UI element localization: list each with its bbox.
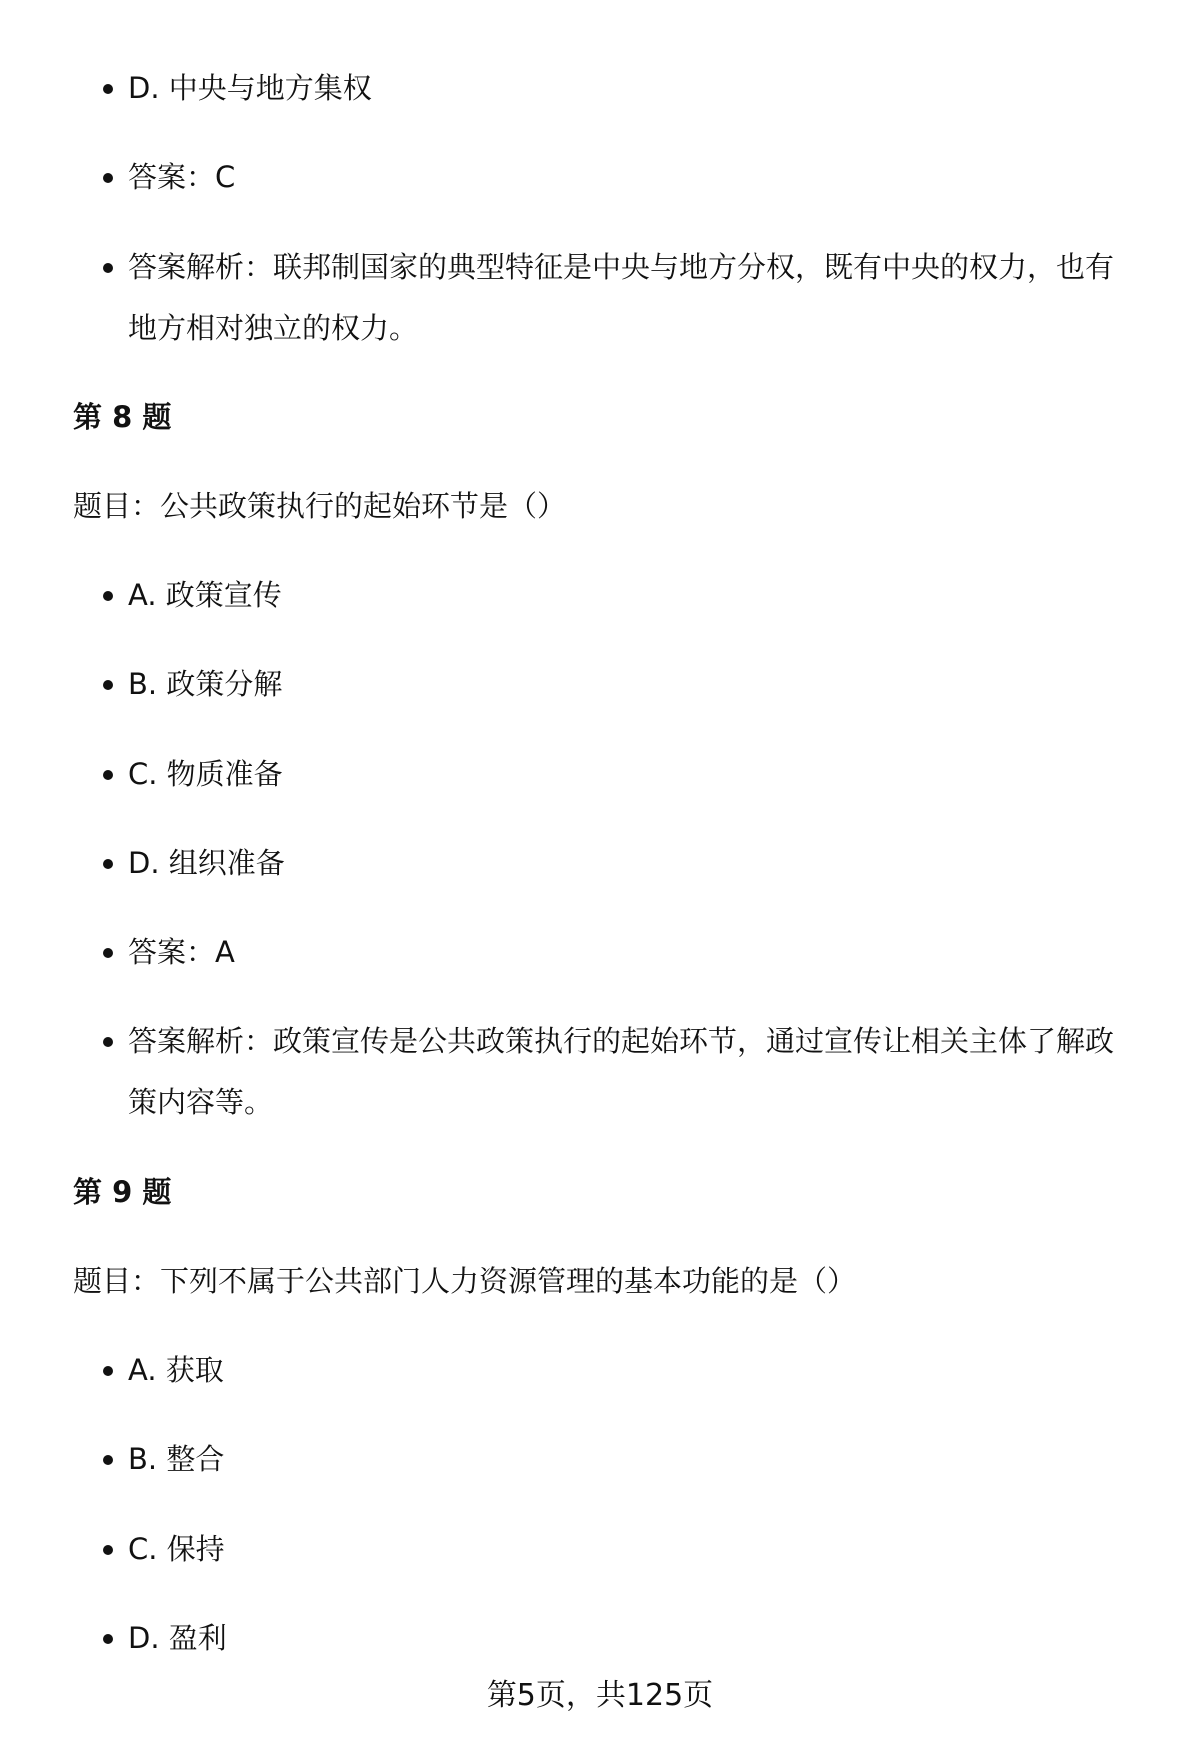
q9-option-d: D. 盈利 xyxy=(128,1608,1138,1669)
question-8-heading: 第 8 题 xyxy=(73,400,172,434)
option-d-prev: D. 中央与地方集权 xyxy=(128,58,1138,119)
q8-option-c: C. 物质准备 xyxy=(128,744,1138,805)
page-number-footer: 第5页，共125页 xyxy=(486,1678,714,1713)
question-9-heading: 第 9 题 xyxy=(73,1175,172,1209)
q9-option-c: C. 保持 xyxy=(128,1519,1138,1580)
answer-prev: 答案：C xyxy=(128,147,1138,208)
explanation-prev: 答案解析：联邦制国家的典型特征是中央与地方分权，既有中央的权力，也有地方相对独立的权力。 xyxy=(128,237,1138,359)
q8-explanation: 答案解析：政策宣传是公共政策执行的起始环节，通过宣传让相关主体了解政策内容等。 xyxy=(128,1011,1138,1133)
question-8-text: 题目：公共政策执行的起始环节是（） xyxy=(73,489,567,523)
q8-option-d: D. 组织准备 xyxy=(128,833,1138,894)
q8-option-b: B. 政策分解 xyxy=(128,654,1138,715)
q9-option-b: B. 整合 xyxy=(128,1429,1138,1490)
q8-answer: 答案：A xyxy=(128,922,1138,983)
q9-option-a: A. 获取 xyxy=(128,1340,1138,1401)
q8-option-a: A. 政策宣传 xyxy=(128,565,1138,626)
question-9-text: 题目：下列不属于公共部门人力资源管理的基本功能的是（） xyxy=(73,1264,857,1298)
